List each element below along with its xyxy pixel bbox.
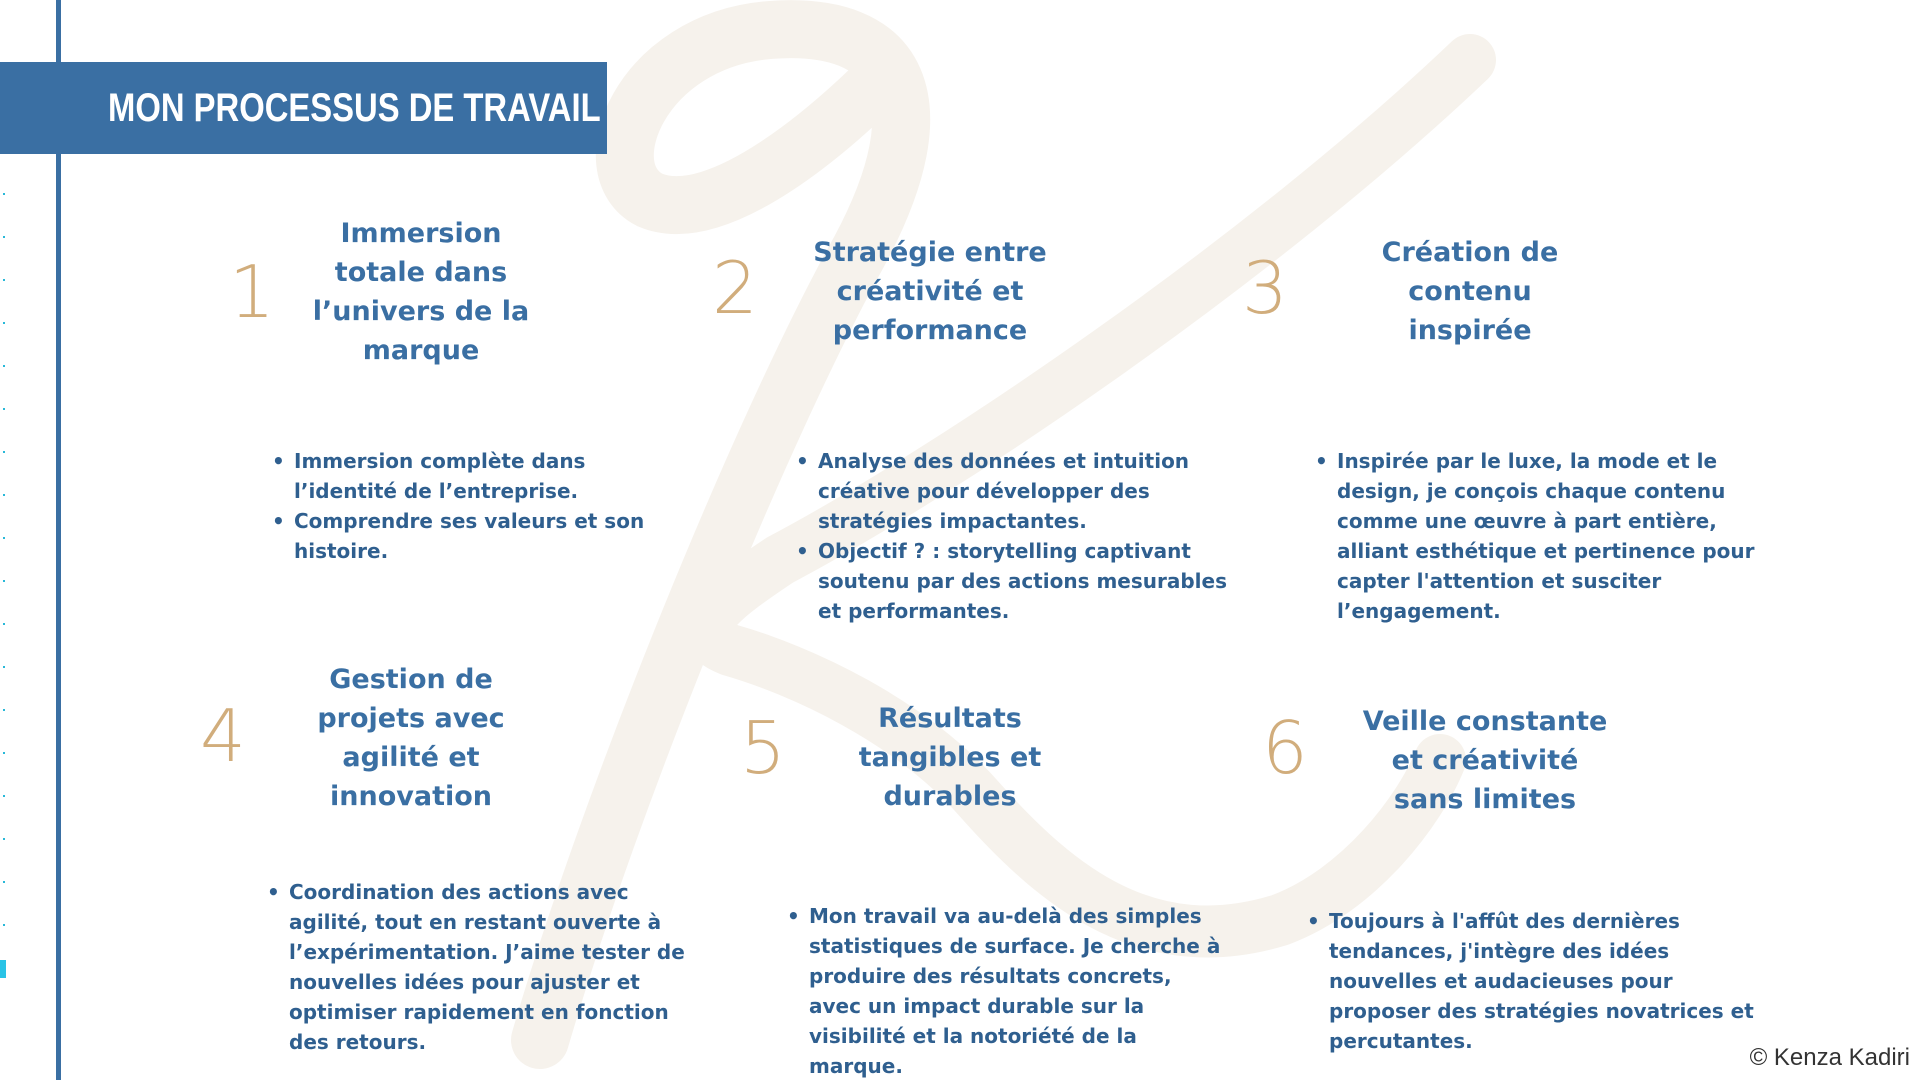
step-title-6: Veille constante et créativité sans limites	[1362, 706, 1608, 815]
step-list-6	[1307, 906, 1761, 1056]
step-list-5	[787, 901, 1229, 1081]
step-list-1	[272, 446, 672, 566]
step-title-1: Immersion totale dans l’univers de la marque	[312, 218, 530, 366]
step-title-2: Stratégie entre créativité et performance	[813, 237, 1047, 346]
page-title: MON PROCESSUS DE TRAVAIL	[108, 86, 601, 130]
list-item: • Inspirée par le luxe, la mode et le design, je conçois chaque contenu comme une œuvre à part entière, alliant esthétique et pertinence pour capter l'attention et susciter l’engagement.	[1337, 446, 1757, 626]
step-number-2: 2	[712, 246, 758, 330]
list-item: • Comprendre ses valeurs et son histoire.	[294, 506, 672, 566]
step-number-4: 4	[200, 694, 246, 778]
title-banner	[0, 62, 607, 154]
step-number-3: 3	[1242, 246, 1288, 330]
list-item: • Analyse des données et intuition créative pour développer des stratégies impactantes.	[818, 446, 1236, 536]
step-list-3	[1315, 446, 1757, 626]
list-item: • Toujours à l'affût des dernières tendances, j'intègre des idées nouvelles et audacieuses pour proposer des stratégies novatrices et percutantes.	[1329, 906, 1761, 1056]
step-title-4: Gestion de projets avec agilité et innovation	[317, 664, 505, 812]
list-item: • Immersion complète dans l’identité de l’entreprise.	[294, 446, 672, 506]
step-number-5: 5	[740, 706, 786, 790]
list-item: • Coordination des actions avec agilité, tout en restant ouverte à l’expérimentation. J’aime tester de nouvelles idées pour ajuster et optimiser rapidement en fonction des retours.	[289, 877, 694, 1057]
step-list-4	[267, 877, 694, 1057]
step-title-5: Résultats tangibles et durables	[858, 703, 1042, 812]
list-item: • Objectif ? : storytelling captivant soutenu par des actions mesurables et performantes.	[818, 536, 1236, 626]
step-title-3: Création de contenu inspirée	[1381, 237, 1559, 346]
step-list-2	[796, 446, 1236, 626]
step-number-6: 6	[1262, 706, 1308, 790]
step-number-1: 1	[229, 250, 275, 334]
copyright-text: © Kenza Kadiri	[1749, 1044, 1910, 1071]
list-item: • Mon travail va au-delà des simples statistiques de surface. Je cherche à produire des résultats concrets, avec un impact durable sur la visibilité et la notoriété de la marque.	[809, 901, 1229, 1081]
